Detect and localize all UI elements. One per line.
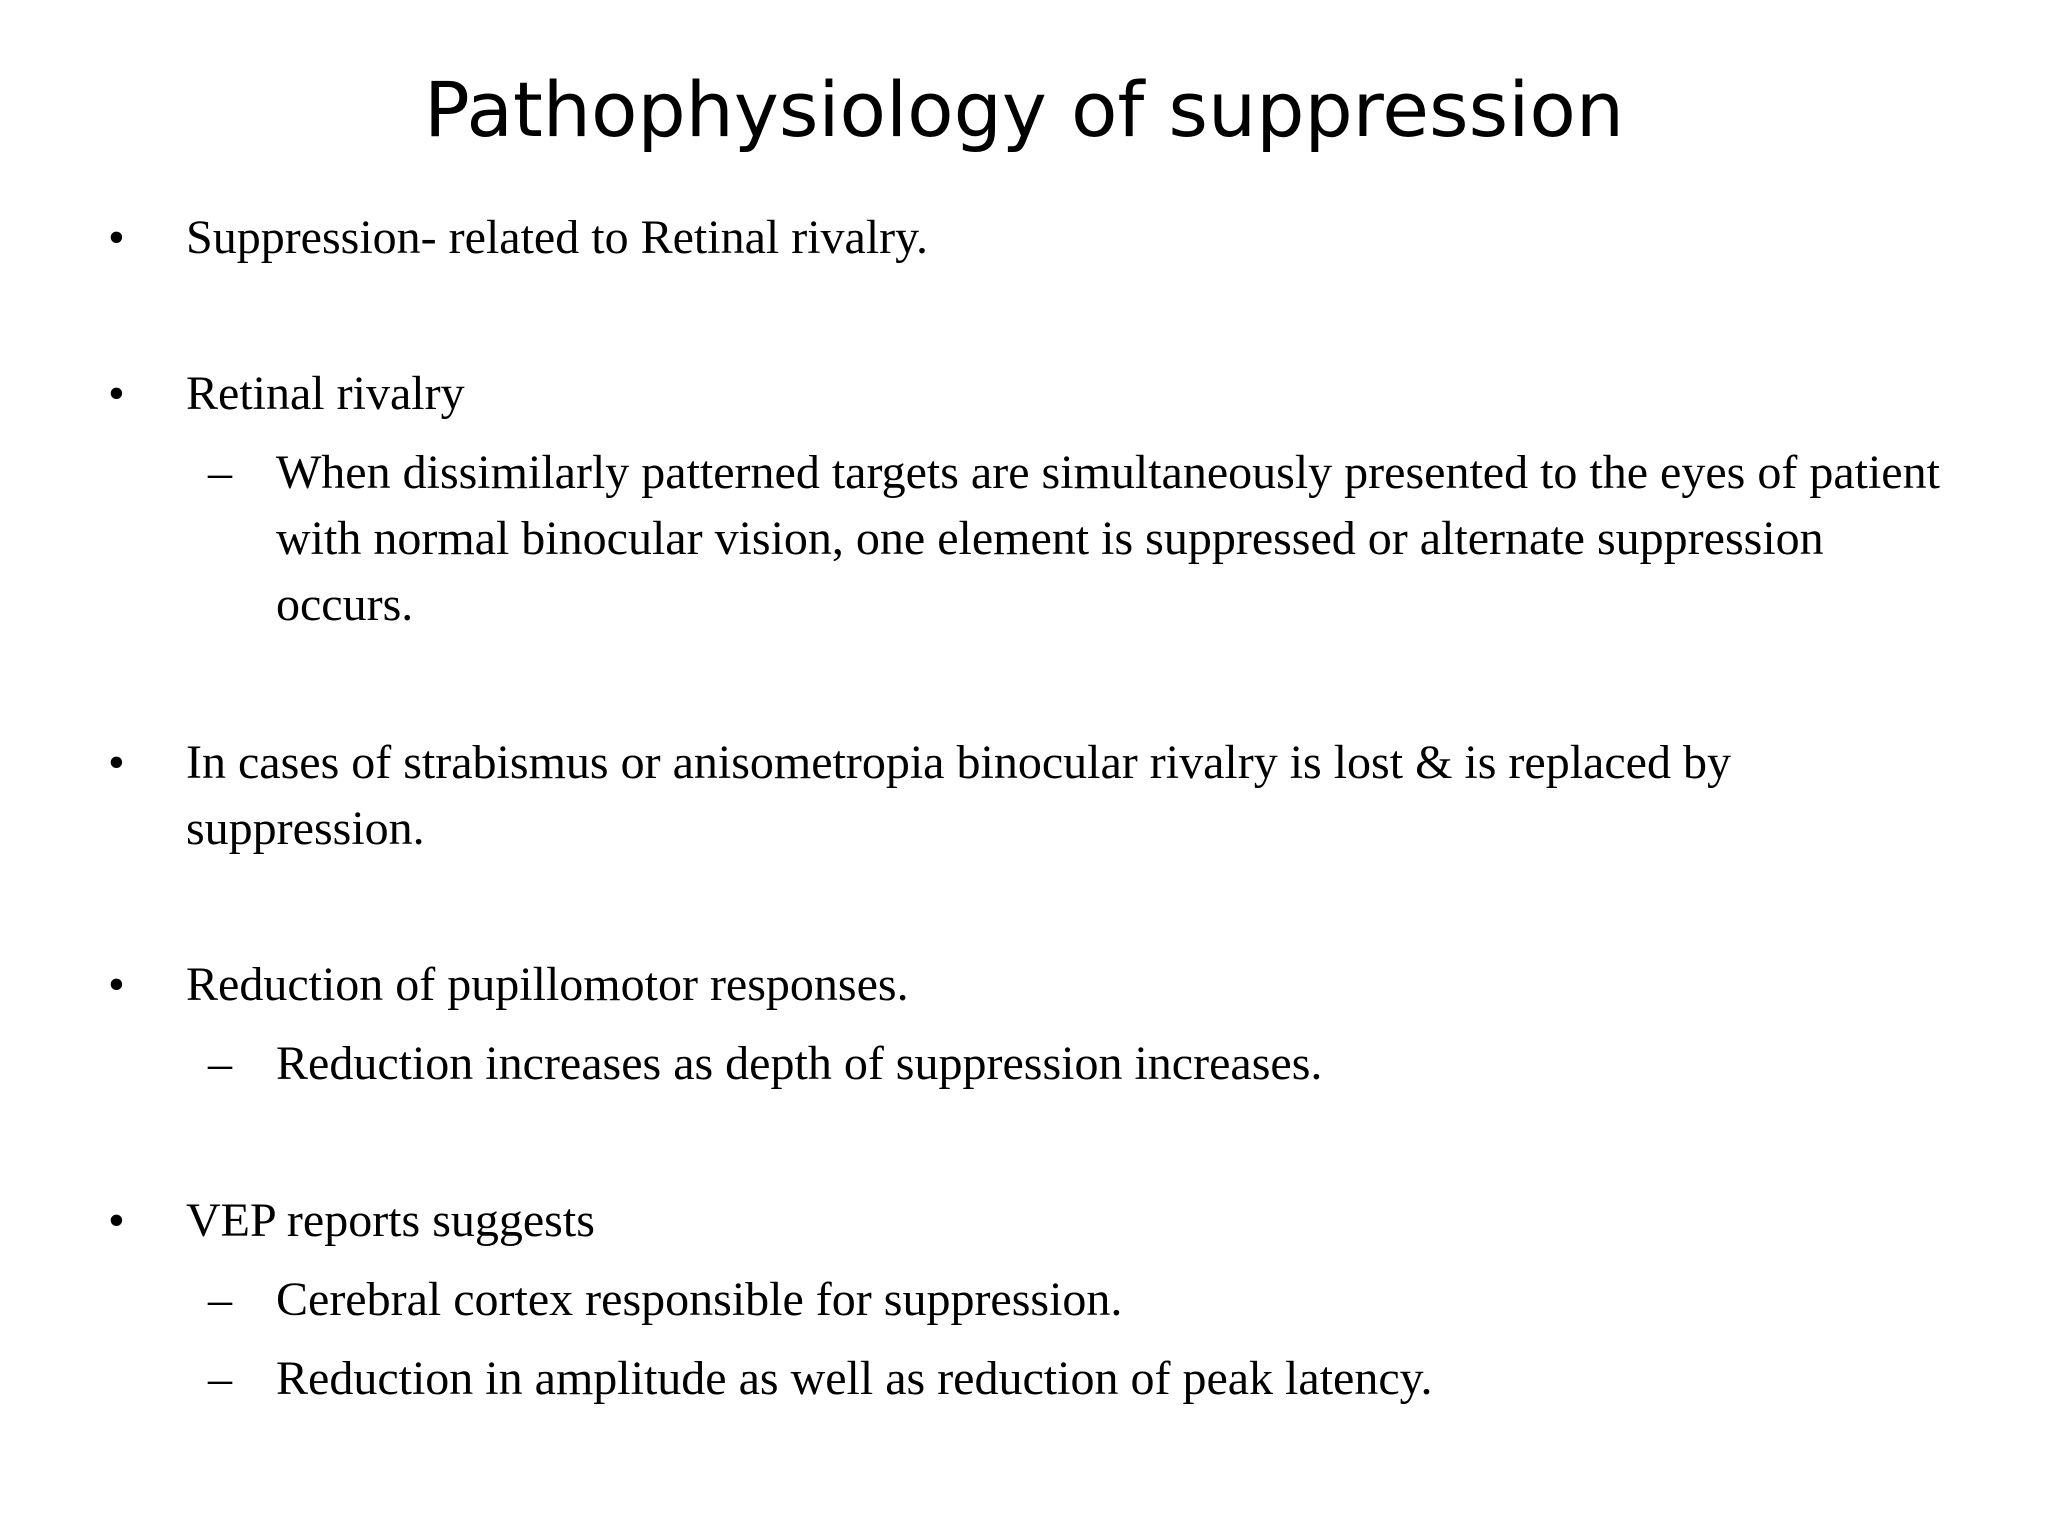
slide-title: Pathophysiology of suppression: [423, 65, 1624, 154]
bullet-marker: •: [108, 736, 125, 789]
bullet-text: Retinal rivalry: [186, 367, 465, 420]
sub-marker: –: [208, 1352, 232, 1405]
bullet-text: In cases of strabismus or anisometropia binocular rivalry is lost & is replaced by suppression.: [186, 736, 1731, 855]
sub-marker: –: [208, 1037, 232, 1090]
bullet-marker: •: [108, 367, 125, 420]
bullet-text: VEP reports suggests: [186, 1194, 595, 1247]
bullet-marker: •: [108, 958, 125, 1011]
bullet-text: Suppression- related to Retinal rivalry.: [186, 211, 929, 264]
sub-text: Cerebral cortex responsible for suppression.: [276, 1273, 1123, 1326]
sub-marker: –: [208, 446, 232, 499]
sub-text: Reduction increases as depth of suppression increases.: [276, 1037, 1323, 1090]
bullet-marker: •: [108, 1194, 125, 1247]
sub-text: Reduction in amplitude as well as reduction of peak latency.: [276, 1352, 1433, 1405]
sub-text: When dissimilarly patterned targets are simultaneously presented to the eyes of patient with normal binocular vision, one element is suppressed or alternate suppression occurs.: [276, 446, 1940, 631]
sub-marker: –: [208, 1273, 232, 1326]
bullet-text: Reduction of pupillomotor responses.: [186, 958, 909, 1011]
bullet-marker: •: [108, 211, 125, 264]
